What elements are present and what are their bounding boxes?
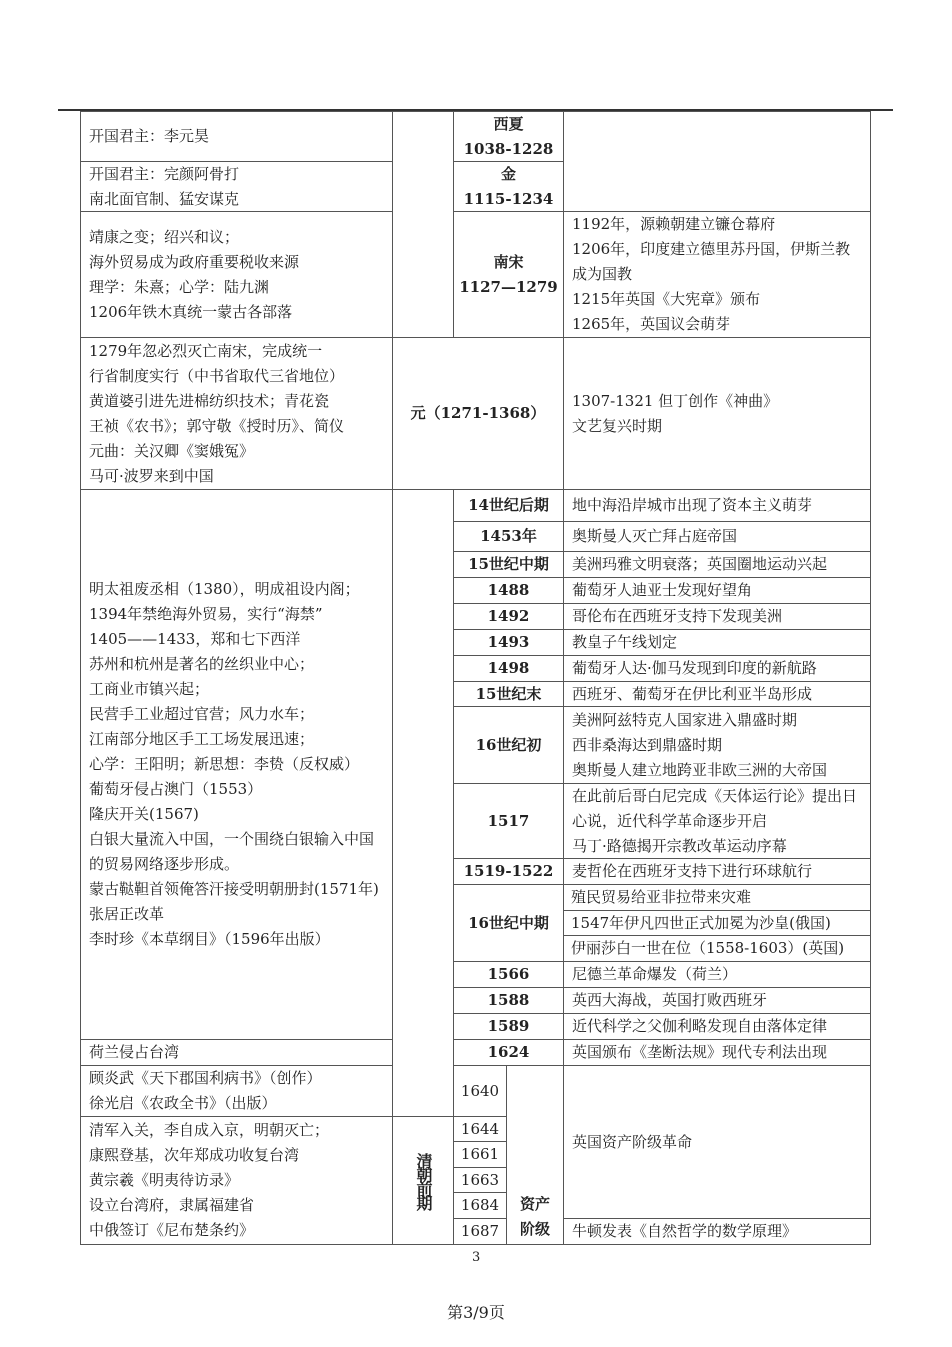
world-event-time: 1492 — [453, 603, 564, 630]
world-event-time: 16世纪初 — [453, 706, 564, 784]
world-event: 英西大海战，英国打败西班牙 — [563, 987, 871, 1014]
xixia-period: 西夏 1038-1228 — [453, 111, 564, 162]
world-event-time: 1493 — [453, 629, 564, 656]
world-event: 麦哲伦在西班牙支持下进行环球航行 — [563, 858, 871, 885]
ming-china: 明太祖废丞相（1380），明成祖设内阁； 1394年禁绝海外贸易，实行“海禁” 1405——1433，郑和七下西洋 苏州和杭州是著名的丝织业中心； 工商业市镇兴起； 民营手工业超过官营；风力水车； 江南部分地区手工工场发展迅速； 心学：王阳明；新思想：李贽（反权威） 葡萄牙侵占澳门（1553） 隆庆开关(1567) 白银大量流入中国，一个围绕白银输入中国的贸易网络逐步形成。 蒙古鞑靼首领俺答汗接受明朝册封(1571年) 张居正改革 李时珍《本草纲目》（1596年出版） — [80, 489, 393, 1040]
qing-period-label: 清朝前期 — [414, 1152, 433, 1209]
world-event: 尼德兰革命爆发（荷兰） — [563, 961, 871, 988]
world-event: 伊丽莎白一世在位（1558-1603）(英国) — [563, 935, 871, 962]
world-event: 近代科学之父伽利略发现自由落体定律 — [563, 1013, 871, 1040]
english-revolution: 英国资产阶级革命 — [563, 1065, 871, 1219]
world-event: 教皇子午线划定 — [563, 629, 871, 656]
yuan-world: 1307-1321 但丁创作《神曲》 文艺复兴时期 — [563, 337, 871, 490]
world-event-time: 1519-1522 — [453, 858, 564, 885]
nansong-world: 1192年，源赖朝建立镰仓幕府 1206年，印度建立德里苏丹国，伊斯兰教成为国教 1215年英国《大宪章》颁布 1265年，英国议会萌芽 — [563, 211, 871, 338]
world-event: 殖民贸易给亚非拉带来灾难 — [563, 884, 871, 911]
xixia-china: 开国君主：李元昊 — [80, 111, 393, 162]
world-event-time: 16世纪中期 — [453, 884, 564, 962]
empty-cell — [392, 489, 454, 1117]
year-cell: 1663 — [453, 1167, 507, 1193]
world-event-time: 15世纪中期 — [453, 551, 564, 578]
page-footer: 第3/9页 — [447, 1303, 505, 1322]
world-event-time: 1589 — [453, 1013, 564, 1040]
year-cell: 1644 — [453, 1116, 507, 1142]
world-event: 美洲阿兹特克人国家进入鼎盛时期 西非桑海达到鼎盛时期 奥斯曼人建立地跨亚非欧三洲的大帝国 — [563, 706, 871, 784]
ming-china-2: 荷兰侵占台湾 — [80, 1039, 393, 1066]
yuan-period: 元（1271-1368） — [392, 337, 564, 490]
world-event: 哥伦布在西班牙支持下发现美洲 — [563, 603, 871, 630]
year-cell: 1687 — [453, 1218, 507, 1245]
world-event: 奥斯曼人灭亡拜占庭帝国 — [563, 521, 871, 552]
world-event-time: 1588 — [453, 987, 564, 1014]
bourgeois-label: 资产 阶级 — [506, 1065, 564, 1245]
world-event: 西班牙、葡萄牙在伊比利亚半岛形成 — [563, 681, 871, 707]
newton-principia: 牛顿发表《自然哲学的数学原理》 — [563, 1218, 871, 1245]
qing-period — [392, 1116, 454, 1245]
world-event: 葡萄牙人迪亚士发现好望角 — [563, 577, 871, 604]
world-event-time: 1566 — [453, 961, 564, 988]
world-event: 葡萄牙人达·伽马发现到印度的新航路 — [563, 655, 871, 682]
yuan-china: 1279年忽必烈灭亡南宋，完成统一 行省制度实行（中书省取代三省地位） 黄道婆引进先进棉纺织技术；青花瓷 王祯《农书》；郭守敬《授时历》、简仪 元曲：关汉卿《窦娥冤》 马可·波罗来到中国 — [80, 337, 393, 490]
nansong-china: 靖康之变；绍兴和议； 海外贸易成为政府重要税收来源 理学：朱熹；心学：陆九渊 1206年铁木真统一蒙古各部落 — [80, 211, 393, 338]
empty-cell — [392, 111, 454, 338]
year-cell: 1684 — [453, 1192, 507, 1219]
world-event: 美洲玛雅文明衰落；英国圈地运动兴起 — [563, 551, 871, 578]
page-number: 3 — [472, 1250, 481, 1265]
jin-china: 开国君主：完颜阿骨打 南北面官制、猛安谋克 — [80, 161, 393, 212]
world-event-time: 1517 — [453, 783, 564, 859]
world-event-time: 1624 — [453, 1039, 564, 1066]
qing-china: 清军入关，李自成入京，明朝灭亡； 康熙登基，次年郑成功收复台湾 黄宗羲《明夷待访录》 设立台湾府，隶属福建省 中俄签订《尼布楚条约》 — [80, 1116, 393, 1245]
ming-china-3: 顾炎武《天下郡国利病书》（创作） 徐光启《农政全书》（出版） — [80, 1065, 393, 1117]
jin-period: 金 1115-1234 — [453, 161, 564, 212]
world-event: 1547年伊凡四世正式加冕为沙皇(俄国) — [563, 910, 871, 936]
world-event: 在此前后哥白尼完成《天体运行论》提出日心说，近代科学革命逐步开启 马丁·路德揭开宗教改革运动序幕 — [563, 783, 871, 859]
nansong-period: 南宋 1127—1279 — [453, 211, 564, 338]
world-event-time: 15世纪末 — [453, 681, 564, 707]
world-event-time: 1488 — [453, 577, 564, 604]
world-event: 地中海沿岸城市出现了资本主义萌芽 — [563, 489, 871, 522]
year-cell: 1661 — [453, 1141, 507, 1168]
year-cell: 1640 — [453, 1065, 507, 1117]
world-event-time: 14世纪后期 — [453, 489, 564, 522]
world-event-time: 1498 — [453, 655, 564, 682]
empty-cell — [563, 111, 871, 212]
world-event-time: 1453年 — [453, 521, 564, 552]
world-event: 英国颁布《垄断法规》现代专利法出现 — [563, 1039, 871, 1066]
